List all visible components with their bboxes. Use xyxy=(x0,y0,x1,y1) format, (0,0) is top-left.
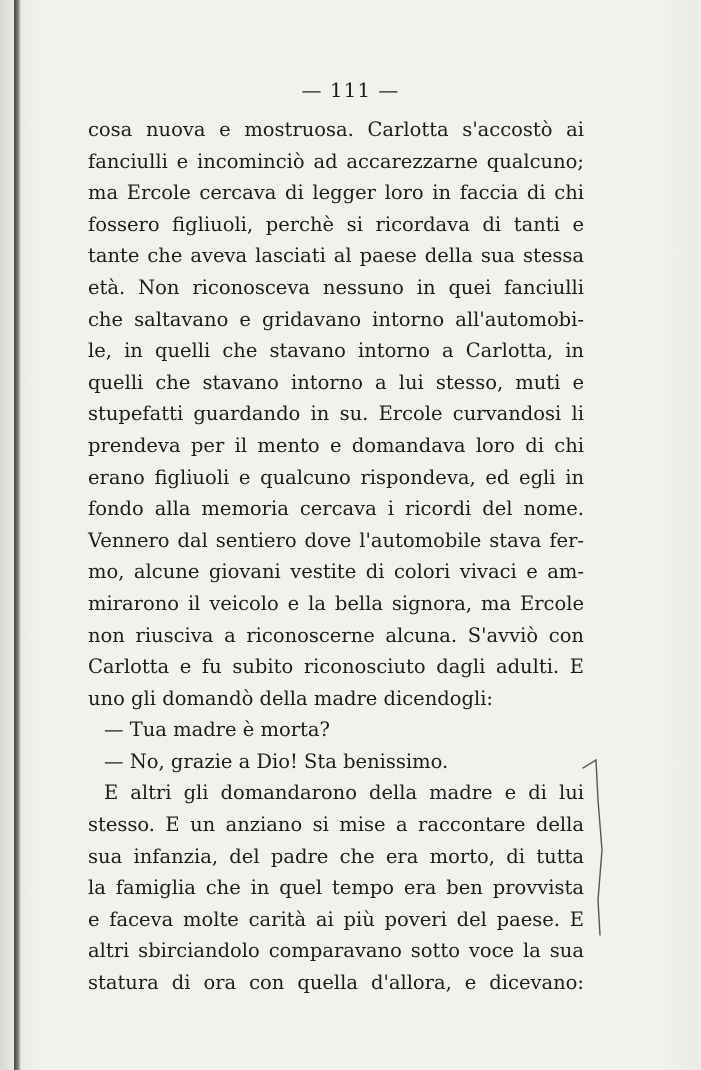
binding-edge xyxy=(14,0,21,1070)
text-line: mirarono il veicolo e la bella signora, ma Ercole xyxy=(88,591,584,615)
text-line: E altri gli domandarono della madre e di lui xyxy=(104,781,584,805)
text-line: le, in quelli che stavano intorno a Carlotta, in xyxy=(88,339,584,363)
page-number: — 111 — xyxy=(301,78,400,102)
text-line: sua infanzia, del padre che era morto, di tutta xyxy=(88,844,584,868)
text-line: fanciulli e incominciò ad accarezzarne qualcuno; xyxy=(88,149,584,173)
text-line: Carlotta e fu subito riconosciuto dagli adulti. E xyxy=(88,655,584,679)
text-line: fossero figliuoli, perchè si ricordava di tanti e xyxy=(88,212,584,236)
text-line: ma Ercole cercava di legger loro in faccia di chi xyxy=(88,181,584,205)
text-line: uno gli domandò della madre dicendogli: xyxy=(88,686,493,710)
binding-shadow xyxy=(0,0,14,1070)
text-line: erano figliuoli e qualcuno rispondeva, ed egli in xyxy=(88,465,584,489)
text-line: fondo alla memoria cercava i ricordi del nome. xyxy=(88,497,584,521)
text-line: non riusciva a riconoscerne alcuna. S'avviò con xyxy=(88,623,584,647)
dialogue-line: — No, grazie a Dio! Sta benissimo. xyxy=(104,749,449,773)
text-line: altri sbirciandolo comparavano sotto voce la sua xyxy=(88,939,584,963)
text-line: cosa nuova e mostruosa. Carlotta s'accostò ai xyxy=(88,118,584,141)
text-line: statura di ora con quella d'allora, e dicevano: xyxy=(88,971,584,995)
text-line: Vennero dal sentiero dove l'automobile stava fer- xyxy=(88,528,584,552)
dialogue-line: — Tua madre è morta? xyxy=(104,718,330,742)
text-line: stesso. E un anziano si mise a raccontare della xyxy=(88,813,584,837)
text-line: che saltavano e gridavano intorno all'automobi- xyxy=(88,307,584,331)
text-line: tante che aveva lasciati al paese della sua stessa xyxy=(88,244,584,268)
body-text xyxy=(88,114,584,999)
text-line: la famiglia che in quel tempo era ben provvista xyxy=(88,876,584,900)
text-line: prendeva per il mento e domandava loro di chi xyxy=(88,433,584,457)
text-line: mo, alcune giovani vestite di colori vivaci e am- xyxy=(88,560,584,584)
text-line: età. Non riconosceva nessuno in quei fanciulli xyxy=(88,275,584,299)
text-line: stupefatti guardando in su. Ercole curvandosi li xyxy=(88,402,584,426)
text-line: e faceva molte carità ai più poveri del paese. E xyxy=(88,907,584,931)
text-line: quelli che stavano intorno a lui stesso, muti e xyxy=(88,370,584,394)
